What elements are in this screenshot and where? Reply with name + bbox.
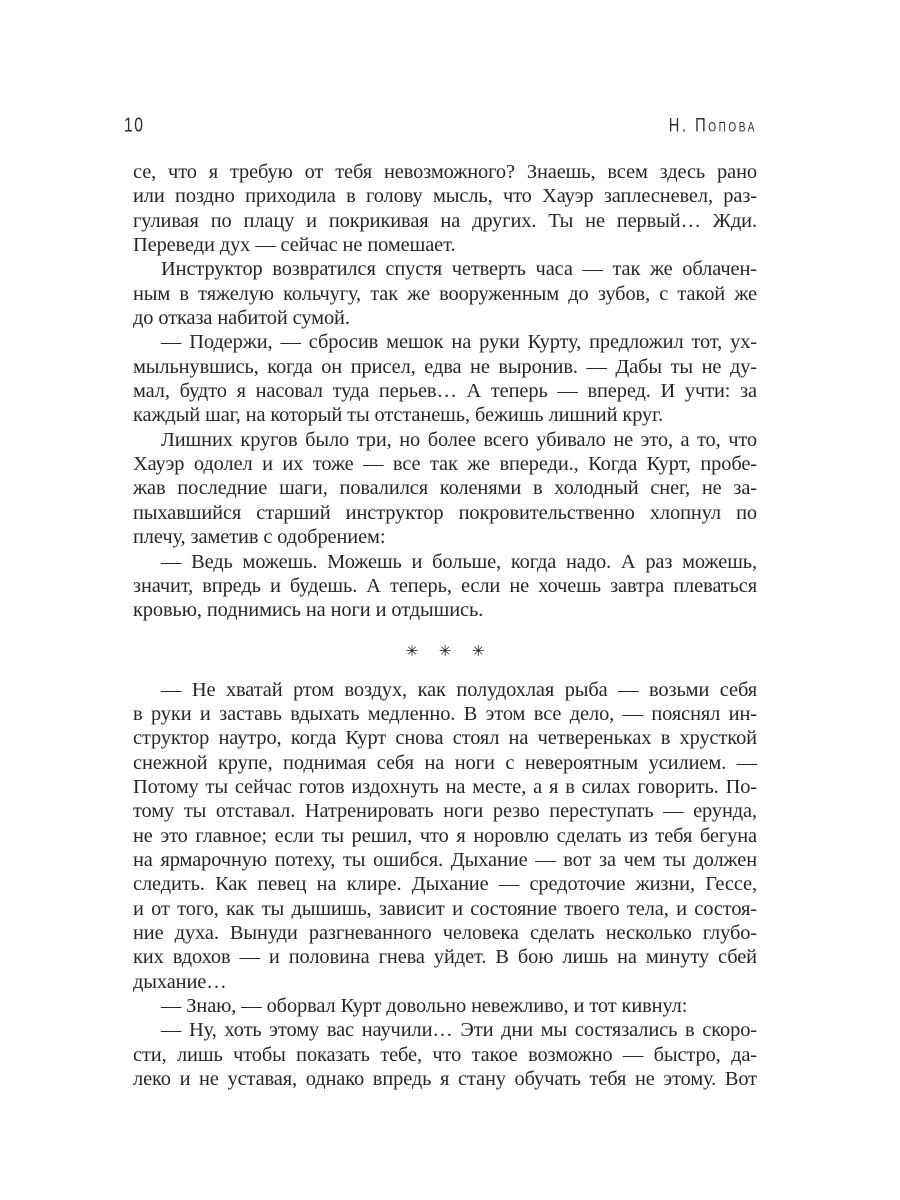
text-line: ние духа. Вынуди разгневанного человека сделать несколько глубо- xyxy=(133,921,757,944)
section-break-asterisks: ✳ ✳ ✳ xyxy=(405,641,485,660)
text-line: сти, лишь чтобы показать тебе, что такое возможно — быстро, да- xyxy=(133,1043,757,1066)
text-line: — Ну, хоть этому вас научили… Эти дни мы состязались в скоро- xyxy=(161,1019,757,1042)
paragraph xyxy=(133,1018,757,1091)
text-line: или поздно приходила в голову мысль, что Хауэр заплесневел, раз- xyxy=(133,185,757,208)
body-text xyxy=(133,160,757,1091)
paragraph xyxy=(133,994,757,1018)
text-line: пыхавшийся старший инструктор покровительственно хлопнул по xyxy=(133,501,757,524)
paragraph xyxy=(133,330,757,427)
text-line: ких вдохов — и половина гнева уйдет. В бою лишь на минуту сбей xyxy=(133,946,757,969)
text-line: и от того, как ты дышишь, зависит и состояние твоего тела, и состоя- xyxy=(133,897,757,920)
text-line: гуливая по плацу и покрикивая на других. Ты не первый… Жди. xyxy=(133,209,757,232)
text-line: мыльнувшись, когда он присел, едва не выронив. — Дабы ты не ду- xyxy=(133,355,757,378)
paragraph xyxy=(133,160,757,257)
paragraph xyxy=(133,678,757,994)
text-line: дыхание… xyxy=(133,970,227,993)
text-line: снежной крупе, поднимая себя на ноги с невероятным усилием. — xyxy=(133,751,757,774)
paragraph xyxy=(133,428,757,550)
paragraph xyxy=(133,257,757,330)
text-line: тому ты отставал. Натренировать ноги резво переступать — ерунда, xyxy=(133,800,757,823)
text-line: Хауэр одолел и их тоже — все так же впереди., Когда Курт, пробе- xyxy=(133,453,757,476)
text-line: каждый шаг, на который ты отстанешь, бежишь лишний круг. xyxy=(133,404,664,427)
text-line: не это главное; если ты решил, что я норовлю сделать из тебя бегуна xyxy=(133,824,757,847)
text-line: кровью, поднимись на ноги и отдышись. xyxy=(133,599,484,622)
text-line: Переведи дух — сейчас не помешает. xyxy=(133,234,456,257)
text-line: — Ведь можешь. Можешь и больше, когда надо. А раз можешь, xyxy=(161,550,757,573)
text-line: следить. Как певец на клире. Дыхание — средоточие жизни, Гессе, xyxy=(133,873,757,896)
text-line: жав последние шаги, повалился коленями в холодный снег, не за- xyxy=(133,477,757,500)
text-line: в руки и заставь вдыхать медленно. В этом все дело, — пояснял ин- xyxy=(133,702,757,725)
text-line: — Подержи, — сбросив мешок на руки Курту, предложил тот, ух- xyxy=(161,331,757,354)
text-line: структор наутро, когда Курт снова стоял на четвереньках в хрусткой xyxy=(133,727,757,750)
text-line: на ярмарочную потеху, ты ошибся. Дыхание — вот за чем ты должен xyxy=(133,848,757,871)
text-line: — Знаю, — оборвал Курт довольно невежливо, и тот кивнул: xyxy=(161,995,688,1017)
page-number: 10 xyxy=(124,114,145,137)
text-line: Лишних кругов было три, но более всего убивало не это, а то, что xyxy=(161,428,757,451)
paragraph xyxy=(133,550,757,623)
running-header-author: Н. Попова xyxy=(668,113,757,136)
text-line: се, что я требую от тебя невозможного? Знаешь, всем здесь рано xyxy=(133,161,757,183)
text-line: ным в тяжелую кольчугу, так же вооруженным до зубов, с такой же xyxy=(133,282,757,305)
text-line: мал, будто я насовал туда перьев… А теперь — вперед. И учти: за xyxy=(133,380,757,403)
text-line: значит, впредь и будешь. А теперь, если не хочешь завтра плеваться xyxy=(133,574,757,597)
text-line: плечу, заметив с одобрением: xyxy=(133,526,386,549)
text-line: Потому ты сейчас готов издохнуть на месте, а я в силах говорить. По- xyxy=(133,775,757,798)
text-line: леко и не уставая, однако впредь я стану обучать тебя не этому. Вот xyxy=(133,1068,757,1091)
text-line: до отказа набитой сумой. xyxy=(133,307,350,330)
running-header xyxy=(124,113,757,142)
text-line: Инструктор возвратился спустя четверть часа — так же облачен- xyxy=(161,258,757,281)
text-line: — Не хватай ртом воздух, как полудохлая рыба — возьми себя xyxy=(161,678,757,701)
